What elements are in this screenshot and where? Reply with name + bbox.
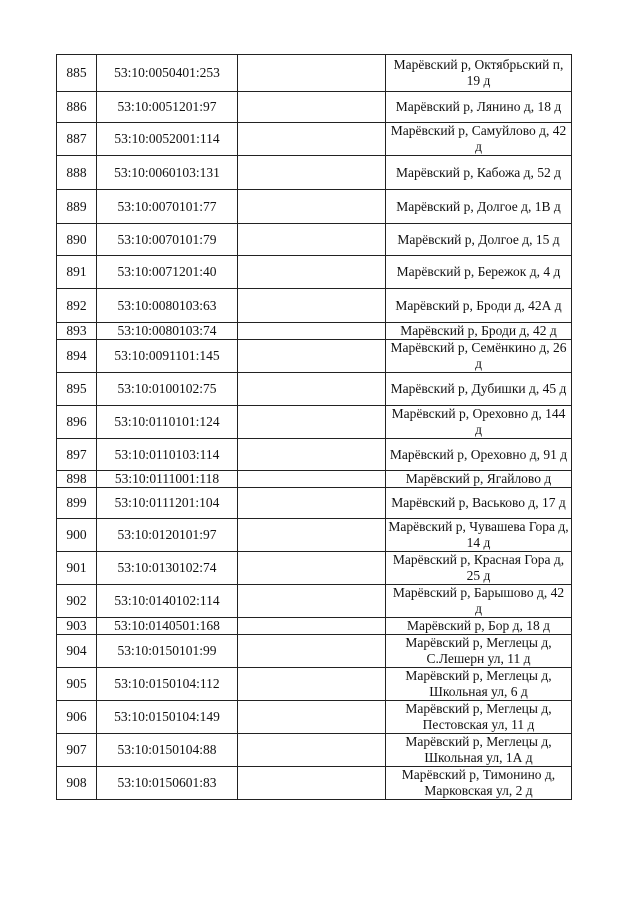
table-row	[57, 488, 572, 519]
cadastral-number: 53:10:0100102:75	[97, 373, 238, 406]
empty-cell	[238, 289, 386, 323]
row-number: 886	[57, 92, 97, 123]
row-number: 905	[57, 668, 97, 701]
empty-cell	[238, 92, 386, 123]
row-number: 895	[57, 373, 97, 406]
empty-cell	[238, 471, 386, 488]
table-row	[57, 519, 572, 552]
address: Марёвский р, Чувашева Гора д, 14 д	[386, 519, 572, 552]
empty-cell	[238, 340, 386, 373]
table-row	[57, 585, 572, 618]
cadastral-number: 53:10:0091101:145	[97, 340, 238, 373]
empty-cell	[238, 123, 386, 156]
table-row	[57, 668, 572, 701]
empty-cell	[238, 585, 386, 618]
address: Марёвский р, Красная Гора д, 25 д	[386, 552, 572, 585]
empty-cell	[238, 552, 386, 585]
row-number: 891	[57, 256, 97, 289]
cadastral-number: 53:10:0070101:77	[97, 190, 238, 224]
table-row	[57, 767, 572, 800]
cadastral-number: 53:10:0150601:83	[97, 767, 238, 800]
table-row	[57, 439, 572, 471]
address: Марёвский р, Бережок д, 4 д	[386, 256, 572, 289]
table-row	[57, 55, 572, 92]
cadastral-number: 53:10:0050401:253	[97, 55, 238, 92]
cadastral-number: 53:10:0150104:112	[97, 668, 238, 701]
row-number: 903	[57, 618, 97, 635]
cadastral-number: 53:10:0110101:124	[97, 406, 238, 439]
address: Марёвский р, Лянино д, 18 д	[386, 92, 572, 123]
table-row	[57, 190, 572, 224]
empty-cell	[238, 668, 386, 701]
table-row	[57, 123, 572, 156]
row-number: 906	[57, 701, 97, 734]
table-row	[57, 701, 572, 734]
address: Марёвский р, Броди д, 42 д	[386, 323, 572, 340]
cadastral-number: 53:10:0060103:131	[97, 156, 238, 190]
cadastral-number: 53:10:0120101:97	[97, 519, 238, 552]
cadastral-number: 53:10:0080103:74	[97, 323, 238, 340]
cadastral-number: 53:10:0051201:97	[97, 92, 238, 123]
row-number: 894	[57, 340, 97, 373]
address: Марёвский р, Бор д, 18 д	[386, 618, 572, 635]
address: Марёвский р, Тимонино д, Марковская ул, 2 д	[386, 767, 572, 800]
empty-cell	[238, 406, 386, 439]
cadastral-number: 53:10:0052001:114	[97, 123, 238, 156]
table-row	[57, 92, 572, 123]
row-number: 907	[57, 734, 97, 767]
table-row	[57, 289, 572, 323]
address: Марёвский р, Меглецы д, Школьная ул, 1А д	[386, 734, 572, 767]
table-row	[57, 618, 572, 635]
row-number: 888	[57, 156, 97, 190]
empty-cell	[238, 224, 386, 256]
row-number: 900	[57, 519, 97, 552]
row-number: 889	[57, 190, 97, 224]
empty-cell	[238, 488, 386, 519]
row-number: 908	[57, 767, 97, 800]
empty-cell	[238, 439, 386, 471]
address: Марёвский р, Ореховно д, 144 д	[386, 406, 572, 439]
table-row	[57, 256, 572, 289]
row-number: 902	[57, 585, 97, 618]
registry-table	[56, 54, 572, 800]
address: Марёвский р, Дубишки д, 45 д	[386, 373, 572, 406]
address: Марёвский р, Меглецы д, Школьная ул, 6 д	[386, 668, 572, 701]
row-number: 887	[57, 123, 97, 156]
row-number: 897	[57, 439, 97, 471]
address: Марёвский р, Самуйлово д, 42 д	[386, 123, 572, 156]
cadastral-number: 53:10:0140102:114	[97, 585, 238, 618]
cadastral-number: 53:10:0111201:104	[97, 488, 238, 519]
empty-cell	[238, 701, 386, 734]
table-row	[57, 323, 572, 340]
empty-cell	[238, 635, 386, 668]
address: Марёвский р, Семёнкино д, 26 д	[386, 340, 572, 373]
table-row	[57, 224, 572, 256]
row-number: 899	[57, 488, 97, 519]
cadastral-number: 53:10:0111001:118	[97, 471, 238, 488]
row-number: 904	[57, 635, 97, 668]
empty-cell	[238, 767, 386, 800]
address: Марёвский р, Меглецы д, С.Лешерн ул, 11 д	[386, 635, 572, 668]
empty-cell	[238, 190, 386, 224]
cadastral-number: 53:10:0150104:149	[97, 701, 238, 734]
address: Марёвский р, Ореховно д, 91 д	[386, 439, 572, 471]
table-row	[57, 552, 572, 585]
empty-cell	[238, 373, 386, 406]
table-row	[57, 373, 572, 406]
empty-cell	[238, 734, 386, 767]
table-body	[57, 55, 572, 800]
address: Марёвский р, Ягайлово д	[386, 471, 572, 488]
address: Марёвский р, Долгое д, 15 д	[386, 224, 572, 256]
empty-cell	[238, 323, 386, 340]
empty-cell	[238, 55, 386, 92]
table-row	[57, 471, 572, 488]
address: Марёвский р, Броди д, 42А д	[386, 289, 572, 323]
table-row	[57, 406, 572, 439]
empty-cell	[238, 519, 386, 552]
empty-cell	[238, 156, 386, 190]
row-number: 896	[57, 406, 97, 439]
address: Марёвский р, Васьково д, 17 д	[386, 488, 572, 519]
empty-cell	[238, 256, 386, 289]
row-number: 898	[57, 471, 97, 488]
table-row	[57, 340, 572, 373]
cadastral-number: 53:10:0071201:40	[97, 256, 238, 289]
cadastral-number: 53:10:0080103:63	[97, 289, 238, 323]
address: Марёвский р, Барышово д, 42 д	[386, 585, 572, 618]
cadastral-number: 53:10:0150104:88	[97, 734, 238, 767]
row-number: 890	[57, 224, 97, 256]
table-row	[57, 734, 572, 767]
row-number: 901	[57, 552, 97, 585]
address: Марёвский р, Долгое д, 1В д	[386, 190, 572, 224]
table-row	[57, 156, 572, 190]
cadastral-number: 53:10:0150101:99	[97, 635, 238, 668]
cadastral-number: 53:10:0110103:114	[97, 439, 238, 471]
address: Марёвский р, Октябрьский п, 19 д	[386, 55, 572, 92]
empty-cell	[238, 618, 386, 635]
cadastral-number: 53:10:0140501:168	[97, 618, 238, 635]
row-number: 885	[57, 55, 97, 92]
address: Марёвский р, Меглецы д, Пестовская ул, 11 д	[386, 701, 572, 734]
row-number: 892	[57, 289, 97, 323]
address: Марёвский р, Кабожа д, 52 д	[386, 156, 572, 190]
cadastral-number: 53:10:0130102:74	[97, 552, 238, 585]
row-number: 893	[57, 323, 97, 340]
table-row	[57, 635, 572, 668]
cadastral-number: 53:10:0070101:79	[97, 224, 238, 256]
